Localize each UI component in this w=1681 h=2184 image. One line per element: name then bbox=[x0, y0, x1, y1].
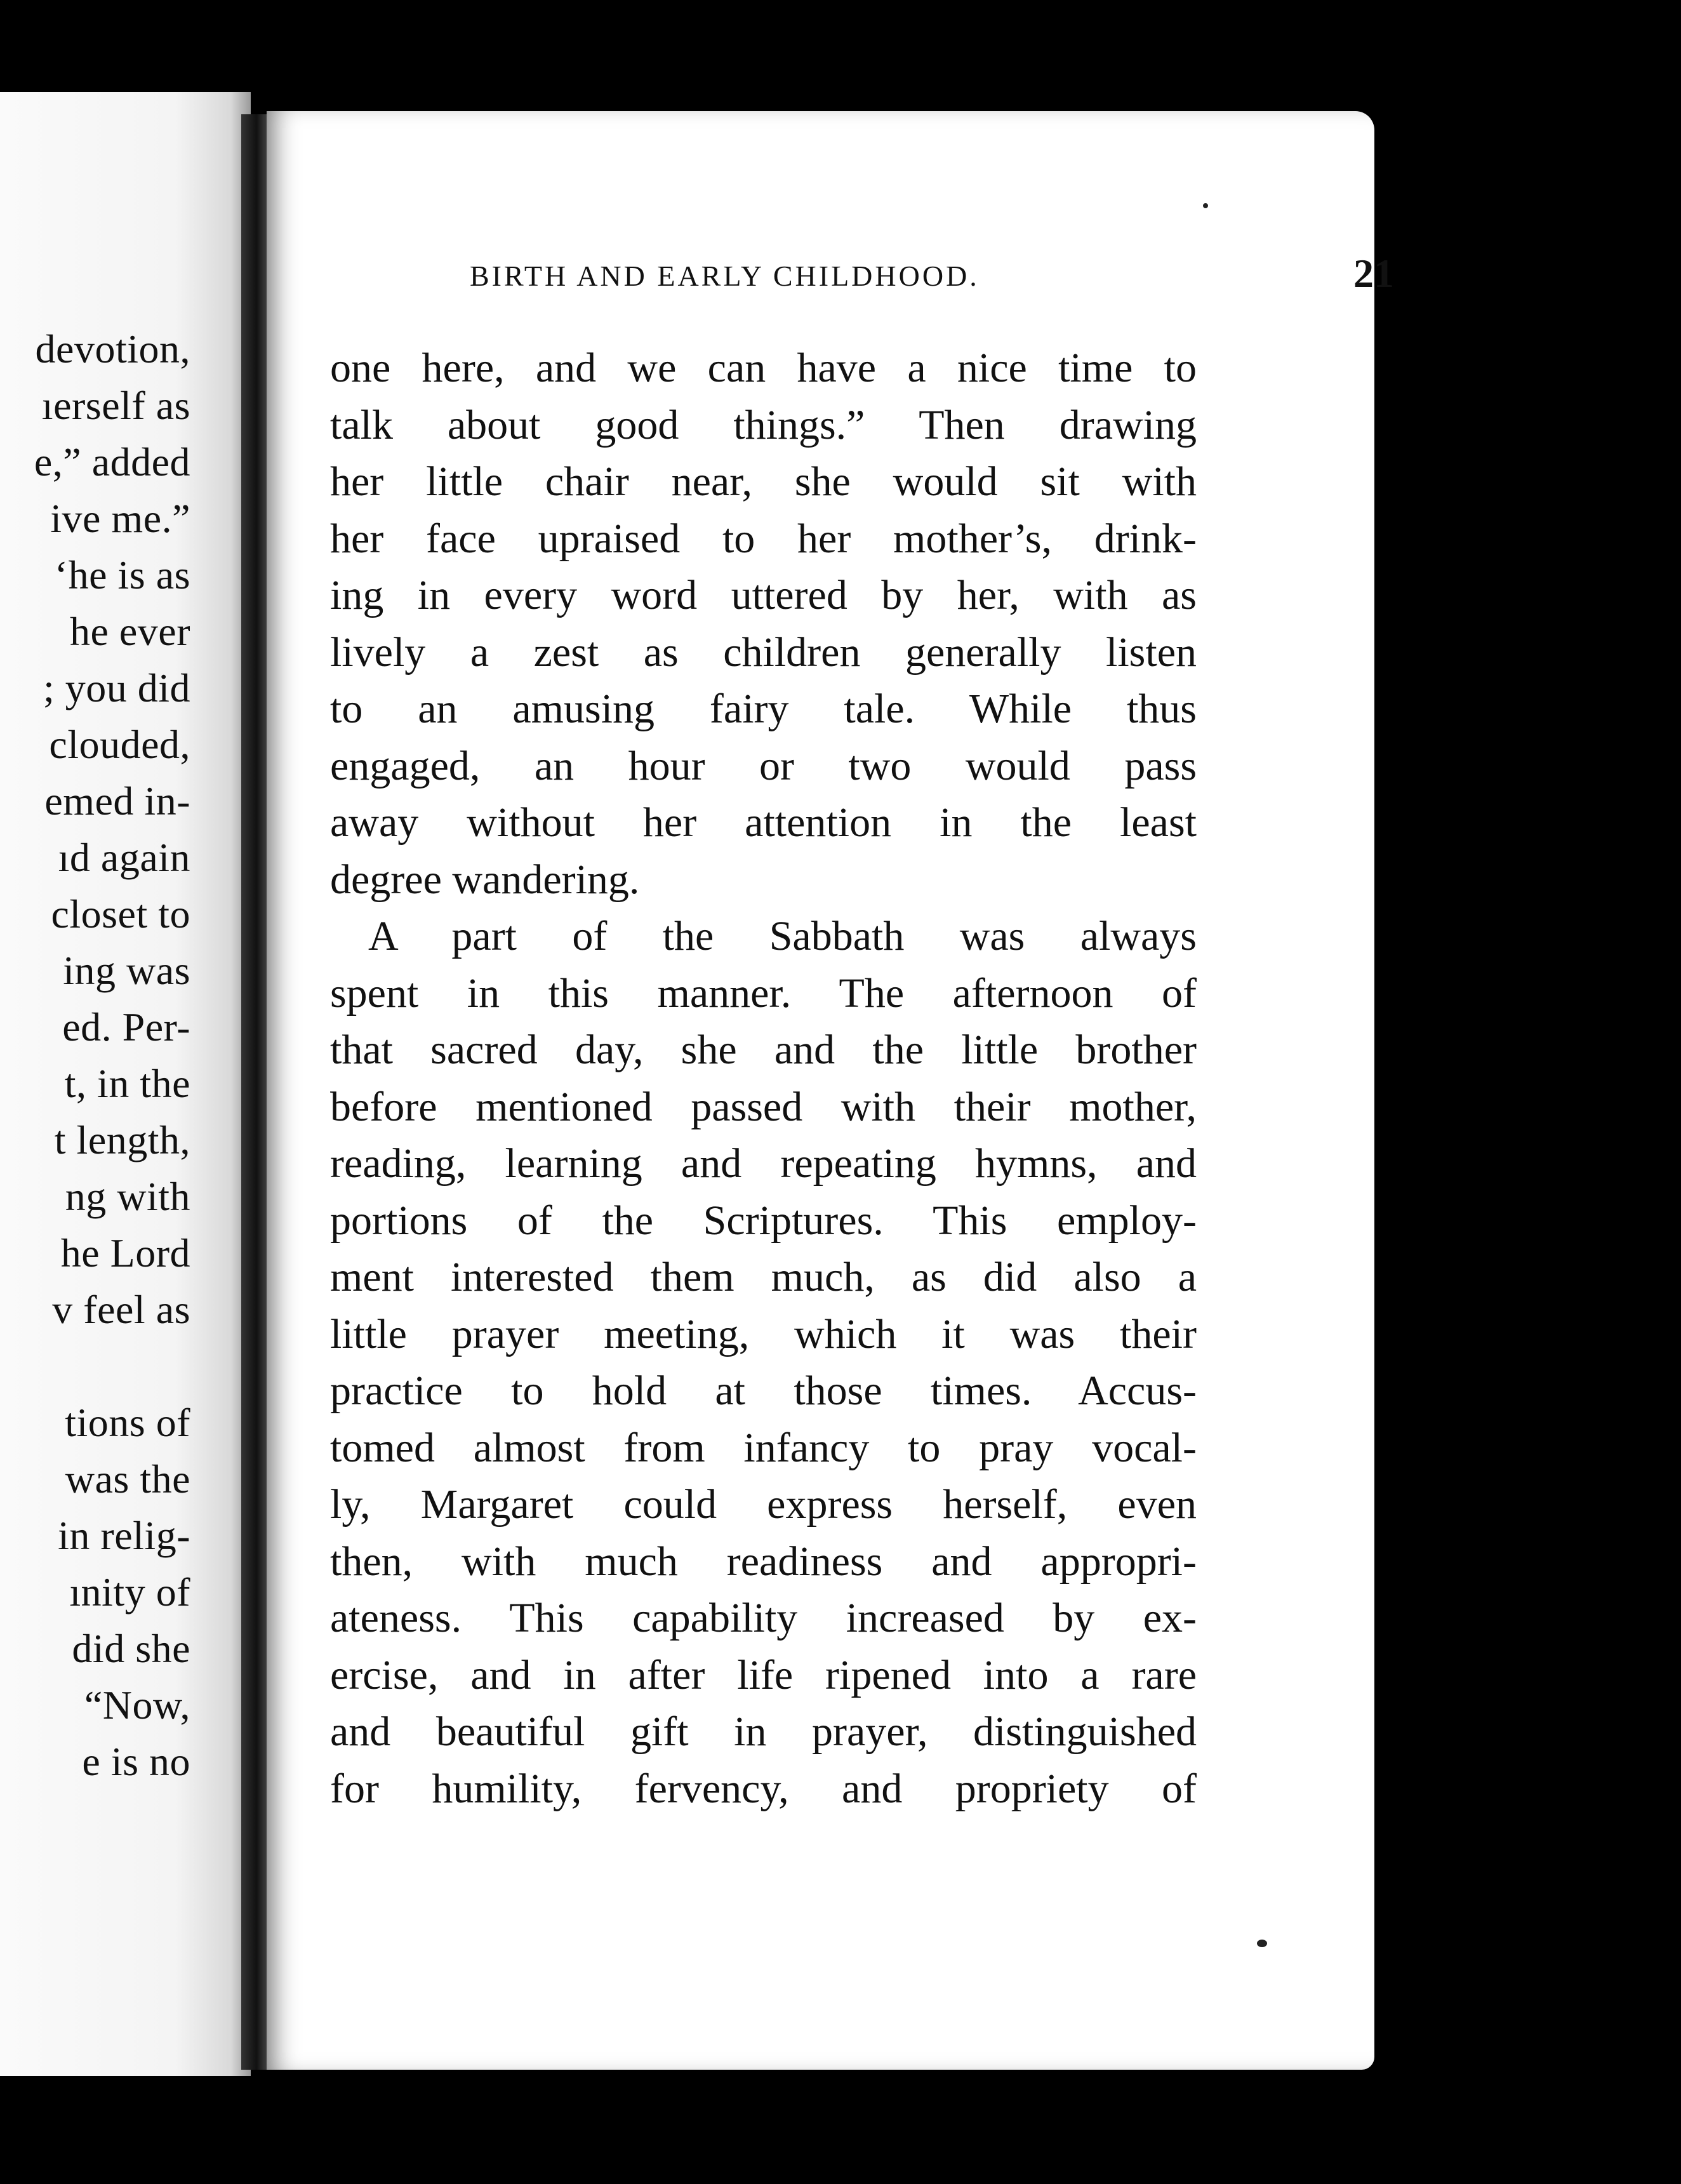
left-line-blank bbox=[0, 1338, 190, 1394]
text-line: spent in this manner. The afternoon of bbox=[330, 969, 1197, 1016]
left-line: ng with bbox=[65, 1174, 190, 1219]
left-line: devotion, bbox=[35, 326, 190, 371]
left-line: clouded, bbox=[49, 722, 190, 767]
left-line: ; you did bbox=[43, 665, 190, 710]
text-line: one here, and we can have a nice time to bbox=[330, 345, 1197, 391]
left-line: ‘he is as bbox=[54, 552, 190, 597]
text-line: tomed almost from infancy to pray vocal- bbox=[330, 1424, 1197, 1471]
left-line: emed in- bbox=[44, 778, 190, 823]
left-line: t, in the bbox=[64, 1061, 190, 1106]
left-line: ıd again bbox=[58, 835, 190, 880]
left-line: he Lord bbox=[60, 1230, 190, 1275]
text-line: engaged, an hour or two would pass bbox=[330, 742, 1197, 789]
text-line: her little chair near, she would sit with bbox=[330, 458, 1197, 505]
page-number: 21 bbox=[1353, 251, 1394, 296]
left-page-text bbox=[0, 321, 190, 1790]
left-line: ınity of bbox=[69, 1569, 190, 1615]
text-line: reading, learning and repeating hymns, and bbox=[330, 1140, 1197, 1187]
text-line: little prayer meeting, which it was their bbox=[330, 1310, 1197, 1357]
left-line: v feel as bbox=[52, 1287, 190, 1332]
text-line: degree wandering. bbox=[330, 856, 640, 903]
left-line: closet to bbox=[51, 891, 190, 936]
left-line: in relig- bbox=[58, 1513, 190, 1558]
text-line: and beautiful gift in prayer, distinguished bbox=[330, 1708, 1197, 1755]
left-line: ed. Per- bbox=[62, 1004, 190, 1049]
text-line: talk about good things.” Then drawing bbox=[330, 401, 1197, 448]
right-page bbox=[267, 111, 1394, 2070]
left-line: e is no bbox=[82, 1739, 190, 1784]
text-line: A part of the Sabbath was always bbox=[368, 913, 1197, 959]
left-page bbox=[0, 92, 251, 2076]
text-line: portions of the Scriptures. This employ- bbox=[330, 1197, 1197, 1244]
text-line: practice to hold at those times. Accus- bbox=[330, 1368, 1197, 1414]
running-head-title: BIRTH AND EARLY CHILDHOOD. bbox=[470, 260, 980, 292]
text-line: her face upraised to her mother’s, drink- bbox=[330, 515, 1197, 562]
running-head bbox=[470, 251, 1460, 298]
left-line: e,” added bbox=[34, 439, 190, 484]
left-line: he ever bbox=[69, 609, 190, 654]
text-line: ly, Margaret could express herself, even bbox=[330, 1481, 1197, 1528]
text-line: ment interested them much, as did also a bbox=[330, 1254, 1197, 1300]
body-text bbox=[330, 340, 1197, 1817]
scan-speck bbox=[1257, 1940, 1267, 1947]
text-line: then, with much readiness and appropri- bbox=[330, 1538, 1197, 1585]
left-line: ing was bbox=[63, 948, 190, 993]
text-line: that sacred day, she and the little brother bbox=[330, 1027, 1197, 1073]
text-line: ateness. This capability increased by ex- bbox=[330, 1595, 1197, 1641]
text-line: ing in every word uttered by her, with as bbox=[330, 572, 1197, 618]
left-line: ive me.” bbox=[50, 496, 190, 541]
text-line: lively a zest as children generally listen bbox=[330, 629, 1197, 676]
text-line: for humility, fervency, and propriety of bbox=[330, 1765, 1197, 1812]
left-line: t length, bbox=[54, 1117, 190, 1162]
text-line: ercise, and in after life ripened into a rare bbox=[330, 1651, 1197, 1698]
text-line: before mentioned passed with their mother, bbox=[330, 1083, 1197, 1130]
left-line: was the bbox=[65, 1456, 190, 1502]
left-line: did she bbox=[72, 1626, 190, 1671]
left-line: tions of bbox=[65, 1400, 190, 1445]
text-line: away without her attention in the least bbox=[330, 799, 1197, 846]
scan-speck bbox=[1203, 203, 1208, 208]
left-line: “Now, bbox=[84, 1682, 190, 1728]
left-line: ıerself as bbox=[41, 383, 190, 428]
text-line: to an amusing fairy tale. While thus bbox=[330, 686, 1197, 732]
